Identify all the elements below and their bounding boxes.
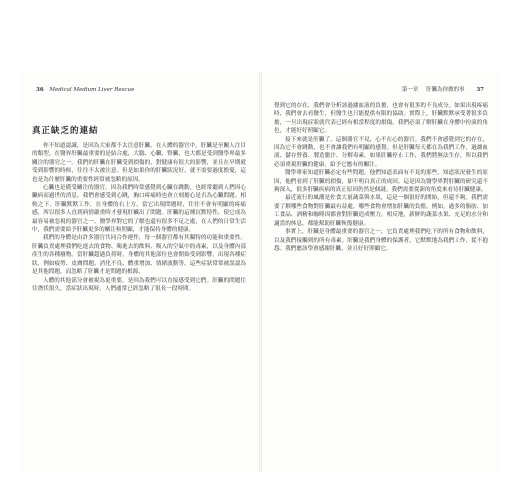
left-paragraph: 你不知道認識，是因為大家都不太注意肝臟。在人體的器官中，肝臟是至關人注目的類型。在醫界肝臟最重要的是結合處，大腦、心臟、腎臟，也大都是受到醫學界最多關注的器官之一。我們的肝臟在肝臟受到損傷的，對健康有很大的影響，並且在早期就受到影響的時候，往往不太被注意。但是如果你的肝臟狀況好，就不需要過度擔憂，這也是為什麼肝臟的重要性經常被忽略的原因。 <box>32 143 246 183</box>
left-running-title: Medical Medium Liver Rescue <box>49 87 135 93</box>
chapter-title: 肝臟為你做的事 <box>426 87 465 93</box>
right-running-head <box>402 87 488 94</box>
right-body-text <box>274 102 488 253</box>
right-paragraph: 最近流行的風潮是佐食大量蔬菜與水果，這是一個很好的開始，但還不夠。我們需要了解哪些食物對肝臟最有益處，哪些食物會增加肝臟的負擔。例如，過多的脂肪、加工食品、酒精和咖啡因都會對肝臟造成壓力。相反地，新鮮的蔬菜水果、充足的水分和適當的休息，都能幫助肝臟恢復健康。 <box>274 195 488 227</box>
right-paragraph: 覺到它的存在，我們會分析該過濾血液的負擔，也會有很多的不良成分。如果出現疼痛時，我們會去看醫生，但醫生也只能提供有限的協助。實際上，肝臟默默承受著很多負擔，一旦出現症狀就代表已經有相當程度的損傷。我們必須了解肝臟在身體中扮演的角色，才能好好照顧它。 <box>274 103 488 135</box>
right-page <box>262 72 500 472</box>
right-paragraph: 醫學專家知道肝臟必定有些問題，他們知道表面有不見的那些，知道狀況發生的原因，他們看到了肝臟的損傷，卻不明白真正的成因。這是因為醫學界對肝臟的研究還不夠深入，很多肝臟疾病的真正原因仍然是個謎。我們需要從新的角度來看待肝臟健康。 <box>274 170 488 194</box>
left-paragraph: 人體的其他部分會被視為更重要，是因為我們可以直接感受到它們。肝臟的問題往往潛伏很久，當症狀出現時，人們通常已經忽略了很長一段時間。 <box>32 277 246 292</box>
right-paragraph: 事實上，肝臟是身體最重要的器官之一，它負責處理我們吃下的所有食物和飲料，以及我們接觸到的所有毒素。肝臟是我們身體的保護者，它默默地為我們工作，從不抱怨。我們應該學會感謝肝臟，並且好好照顧它。 <box>274 229 488 252</box>
right-page-number: 37 <box>476 87 484 93</box>
left-paragraph: 心臟也是備受關注的器官，因為我們時常感覺到心臟在跳動，也經常聽到人們因心臟病而過世的消息。我們會感受到心跳，胸口疼痛時也會立刻擔心是否為心臟問題。相較之下，肝臟默默工作，在身體的右上方，當它出現問題時，往往不會有明顯的疼痛感，所以很多人直到病情嚴重時才發現肝臟出了問題。肝臟的這種沉默特性，使它成為最容易被忽視的器官之一。醫學界對它的了解也還有很多不足之處，在人們的日常生活中，我們需要給予肝臟更多的關注和照顧，才能保持身體的健康。 <box>32 185 246 234</box>
left-page-number: 36 <box>36 87 44 93</box>
section-heading: 真正缺乏的連結 <box>32 126 99 136</box>
left-page <box>20 72 260 472</box>
left-paragraph: 我們的身體是由許多器官共同合作運作，每一個器官都有其獨特的功能和重要性。肝臟負責處理我們吃進去的食物、喝進去的飲料、吸入的空氣中的毒素，以及身體內部產生的各種廢物。當肝臟超過負荷時，身體的其他部位也會開始受到影響，出現各種症狀，例如疲勞、皮膚問題、消化不良、體重增加、情緒波動等。這些症狀常常被誤認為是其他問題，而忽略了肝臟才是問題的根源。 <box>32 235 246 276</box>
left-running-head <box>32 87 134 94</box>
right-paragraph: 接下來就是肝臟了，這個器官不見，心不在心的器官。我們不會感覺到它的存在，因為它不會跳動，也不會讓我們有明顯的感覺。但是肝臟每天都在為我們工作，過濾血液、儲存營養、製造膽汁、分解毒素。如果肝臟停止工作，我們將無法生存。所以我們必須重視肝臟的健康，給予它應有的關注。 <box>274 136 488 168</box>
chapter-label: 第一章 <box>401 87 419 93</box>
left-body-text <box>32 142 246 293</box>
